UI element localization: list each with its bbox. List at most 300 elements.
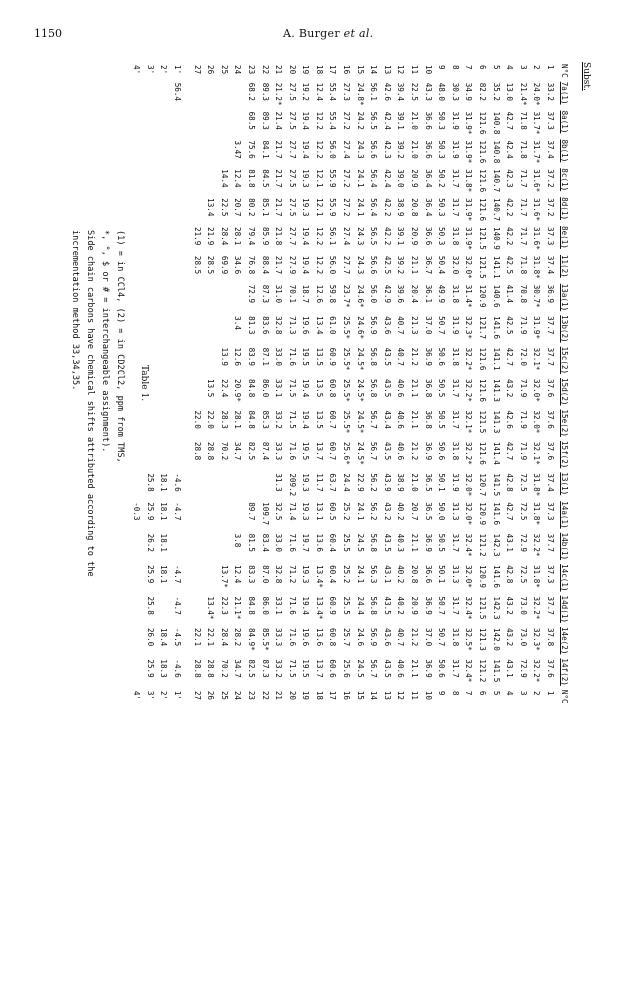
shift-cell: 24.0* xyxy=(532,82,542,106)
shift-cell: 37.2 xyxy=(546,169,555,188)
shift-cell: 140.8 xyxy=(491,111,501,135)
shift-cell: 36.8 xyxy=(423,410,433,429)
shift-cell: 83.9 xyxy=(246,347,256,366)
shift-cell: 21.1* xyxy=(233,596,243,620)
shift-cell: 63.7 xyxy=(328,473,338,492)
shift-cell: 36.9 xyxy=(423,659,433,678)
table-row xyxy=(285,62,299,706)
shift-cell: 31.7* xyxy=(532,140,542,164)
shift-cell: 12.4 xyxy=(233,169,243,188)
shift-cell: 43.4 xyxy=(382,410,392,429)
shift-cell: 56.4 xyxy=(369,169,379,188)
shift-cell xyxy=(217,499,231,530)
shift-cell: 39.0 xyxy=(396,169,406,188)
shift-cell xyxy=(204,470,218,499)
shift-cell: 21.3 xyxy=(410,316,420,335)
shift-cell: 121.6 xyxy=(478,441,488,465)
shift-cell: 40.6 xyxy=(396,441,406,461)
shift-cell: 141.6 xyxy=(491,316,501,340)
shift-cell: 87.3 xyxy=(260,284,270,304)
carbon-number-right: 15 xyxy=(355,690,365,700)
shift-cell xyxy=(217,282,231,313)
shift-cell: 28.1 xyxy=(233,227,243,246)
shift-cell: 31.6* xyxy=(532,169,542,193)
shift-cell: 37.0 xyxy=(423,316,433,335)
shift-cell: 19.4 xyxy=(301,379,311,398)
carbon-number-right: 26 xyxy=(206,690,216,700)
shift-cell: 141.3 xyxy=(491,379,501,402)
shift-cell: 12.1 xyxy=(314,198,324,217)
shift-cell: 71.7 xyxy=(518,198,528,217)
page-number: 1150 xyxy=(34,27,62,40)
shift-cell: 24.5* xyxy=(355,441,365,465)
shift-cell: 22.1 xyxy=(206,627,216,647)
shift-cell: 121.6 xyxy=(478,140,488,164)
shift-cell: 42.4 xyxy=(382,169,392,188)
shift-cell xyxy=(157,224,171,253)
shift-cell: 22.5 xyxy=(410,82,420,102)
shift-cell: 80.2 xyxy=(246,198,256,217)
table-notes xyxy=(67,230,127,577)
shift-cell: 37.7 xyxy=(546,347,555,366)
shift-cell: 141.1 xyxy=(491,255,501,279)
carbon-number: 3' xyxy=(145,65,155,75)
shift-cell: 21.2 xyxy=(410,441,420,461)
shift-cell: 56.6 xyxy=(369,255,379,275)
shift-cell: 21.9 xyxy=(192,227,202,246)
carbon-number: 1' xyxy=(172,65,182,75)
shift-cell xyxy=(217,470,231,499)
shift-cell: 20.9 xyxy=(410,596,420,615)
shift-cell: 24.5 xyxy=(355,533,365,552)
table-row xyxy=(503,62,517,706)
table-row xyxy=(258,62,272,706)
shift-cell xyxy=(130,407,144,438)
shift-cell: 121.7 xyxy=(478,316,488,340)
shift-cell: 22.0 xyxy=(192,410,202,429)
carbon-number: 23 xyxy=(246,65,256,75)
shift-cell xyxy=(217,137,231,166)
table-row xyxy=(489,62,503,706)
shift-cell: 89.7 xyxy=(246,502,256,521)
table-row xyxy=(462,62,476,706)
shift-cell: 28.8 xyxy=(206,659,216,678)
shift-cell: 19.4 xyxy=(301,596,311,615)
shift-cell: 50.6 xyxy=(437,659,447,678)
column-header: 11(2) xyxy=(559,254,569,278)
shift-cell: 28.1 xyxy=(233,410,243,429)
shift-cell: 22.0 xyxy=(206,410,216,429)
shift-cell: 19.4 xyxy=(301,140,311,159)
shift-cell: 60.7 xyxy=(328,441,338,461)
running-head-author: A. Burger xyxy=(283,27,340,40)
shift-cell: 40.7 xyxy=(396,347,406,366)
carbon-number-right: 19 xyxy=(301,690,311,700)
shift-cell: 20.7 xyxy=(233,198,243,217)
shift-cell xyxy=(190,594,204,625)
shift-cell: 25.5 xyxy=(342,533,352,552)
table-row xyxy=(231,62,245,706)
shift-cell: 83.4 xyxy=(260,533,270,552)
shift-cell: 31.7 xyxy=(450,596,460,615)
shift-cell: 36.9 xyxy=(423,347,433,366)
shift-cell: 56.2 xyxy=(369,502,379,521)
shift-cell: 42.7 xyxy=(505,502,515,521)
shift-cell: 56.1 xyxy=(328,227,338,246)
shift-cell: 19.4 xyxy=(301,255,311,275)
shift-cell: 71.7 xyxy=(518,169,528,188)
shift-cell xyxy=(157,282,171,313)
shift-cell xyxy=(190,562,204,593)
shift-cell: 121.6 xyxy=(478,379,488,402)
carbon-number: 21 xyxy=(274,65,284,75)
carbon-number-right: 3 xyxy=(518,690,528,696)
carbon-number-right: 12 xyxy=(396,690,406,700)
shift-cell: 71.9 xyxy=(518,441,528,461)
table-row xyxy=(244,62,258,706)
shift-cell: 19.3 xyxy=(301,502,311,521)
shift-cell: 31.8 xyxy=(450,284,460,304)
shift-cell: 36.6 xyxy=(423,565,433,584)
shift-cell: 40.7 xyxy=(396,316,406,335)
shift-cell: 32.4* xyxy=(464,659,474,683)
shift-cell: 19.6 xyxy=(301,627,311,647)
carbon-number-right: 2' xyxy=(159,690,169,700)
shift-cell xyxy=(157,376,171,407)
shift-cell: 31.8* xyxy=(532,502,542,526)
shift-cell: 71.6 xyxy=(287,533,297,552)
shift-cell xyxy=(244,470,258,499)
shift-cell xyxy=(231,282,245,313)
table-row xyxy=(380,62,394,706)
shift-cell xyxy=(157,166,171,195)
shift-cell: 70.8 xyxy=(518,284,528,304)
shift-cell: 32.0* xyxy=(532,379,542,402)
column-header-nc: N°C xyxy=(559,64,569,78)
shift-cell: 71.9 xyxy=(518,316,528,335)
shift-cell xyxy=(204,499,218,530)
column-header: 13(1) xyxy=(559,472,569,496)
shift-cell: 28.4 xyxy=(219,627,229,647)
shift-cell: 25.2 xyxy=(342,502,352,521)
shift-cell: 22.5 xyxy=(219,198,229,217)
shift-cell xyxy=(170,531,184,562)
shift-cell xyxy=(231,470,245,499)
carbon-number: 3 xyxy=(518,65,528,70)
shift-cell: 140.7 xyxy=(491,198,501,222)
shift-cell: 31.9* xyxy=(532,316,542,340)
shift-cell: 36.9 xyxy=(423,441,433,461)
table-row xyxy=(272,62,286,706)
shift-cell: 37.0 xyxy=(423,627,433,647)
shift-cell: 42.7 xyxy=(505,347,515,366)
shift-cell: 3.47 xyxy=(233,140,243,159)
shift-cell: 28.4 xyxy=(219,227,229,246)
shift-cell: 50.3 xyxy=(437,140,447,159)
shift-cell: 33.0 xyxy=(274,347,284,366)
shift-cell: 56.5 xyxy=(369,111,379,130)
shift-cell: 56.0 xyxy=(369,284,379,304)
carbon-number-right: 6 xyxy=(478,690,488,696)
shift-cell: 56.4 xyxy=(172,82,182,102)
shift-cell: 31.7* xyxy=(532,111,542,135)
shift-cell: 142.0 xyxy=(491,627,501,651)
carbon-number: 14 xyxy=(369,65,379,75)
shift-cell xyxy=(204,166,218,195)
shift-cell: 32.0* xyxy=(464,473,474,497)
shift-cell: 33.2 xyxy=(274,659,284,678)
column-header: 14f(2) xyxy=(559,658,569,686)
shift-cell: 40.6 xyxy=(396,659,406,678)
shift-cell xyxy=(157,109,171,138)
column-header: 14b(1) xyxy=(559,532,569,561)
carbon-number: 9 xyxy=(437,65,447,70)
carbon-number: 5 xyxy=(491,65,501,70)
shift-cell xyxy=(190,109,204,138)
shift-cell: 40.3 xyxy=(396,533,406,552)
shift-cell: 31.9* xyxy=(464,198,474,222)
shift-cell xyxy=(130,253,144,282)
shift-cell: 50.4 xyxy=(437,255,447,275)
shift-cell: 37.2 xyxy=(546,198,555,217)
shift-cell xyxy=(157,80,171,109)
shift-cell: 56.0 xyxy=(328,140,338,159)
subst-label: Subst. xyxy=(581,62,591,91)
shift-cell: 42.4 xyxy=(505,140,515,159)
shift-cell: 56.2 xyxy=(369,473,379,492)
shift-cell: 42.5 xyxy=(382,255,392,275)
shift-cell: 37.8 xyxy=(546,627,555,647)
table-row xyxy=(367,62,381,706)
shift-cell: 43.2 xyxy=(505,379,515,398)
shift-cell: 31.8 xyxy=(450,441,460,461)
carbon-number: 22 xyxy=(260,65,270,75)
shift-cell: 32.2* xyxy=(532,533,542,557)
shift-cell xyxy=(143,109,157,138)
shift-cell: 19.4 xyxy=(301,111,311,130)
shift-cell: 142.3 xyxy=(491,596,501,620)
shift-cell: 13.5 xyxy=(314,410,324,429)
shift-cell: 60.8 xyxy=(328,627,338,647)
shift-cell: 42.2 xyxy=(382,227,392,246)
shift-cell: 13.7 xyxy=(314,659,324,678)
shift-cell: 56.8 xyxy=(369,596,379,615)
shift-cell: 21.1 xyxy=(410,255,420,275)
shift-cell: 25.5* xyxy=(342,379,352,402)
shift-cell: 39.1 xyxy=(396,111,406,130)
shift-cell: 13.9 xyxy=(219,347,229,366)
shift-cell: 36.5 xyxy=(423,473,433,492)
shift-cell: 32.0* xyxy=(532,410,542,434)
carbon-number-right: 7 xyxy=(464,690,474,696)
shift-cell xyxy=(190,195,204,224)
shift-cell: 12.6 xyxy=(233,347,243,366)
table-body xyxy=(130,62,557,706)
shift-cell: 28.8 xyxy=(206,441,216,461)
shift-cell: 120.9 xyxy=(478,284,488,308)
shift-cell: 25.8 xyxy=(145,596,155,615)
shift-cell: 40.2 xyxy=(396,502,406,521)
shift-cell: 24.5* xyxy=(355,379,365,402)
shift-cell xyxy=(143,80,157,109)
shift-cell: 24.6* xyxy=(355,284,365,308)
shift-cell: 71.8 xyxy=(518,111,528,130)
carbon-number-right: 4' xyxy=(132,690,142,700)
shift-cell: 21.1 xyxy=(410,659,420,678)
column-header: 8c(1) xyxy=(559,168,569,192)
shift-cell: 42.4 xyxy=(382,111,392,130)
shift-cell: 87.1 xyxy=(260,347,270,366)
shift-cell xyxy=(143,253,157,282)
shift-cell: 37.6 xyxy=(546,379,555,398)
shift-cell: 20.9 xyxy=(410,169,420,188)
shift-cell: 87.3 xyxy=(260,659,270,678)
shift-cell: 3.8 xyxy=(233,533,243,548)
shift-cell xyxy=(130,224,144,253)
shift-cell: 68.2 xyxy=(246,82,256,102)
shift-cell: 31.9 xyxy=(450,316,460,335)
shift-cell: 34.9 xyxy=(464,82,474,102)
carbon-number-right: 14 xyxy=(369,690,379,700)
shift-cell xyxy=(157,345,171,376)
shift-cell: 141.3 xyxy=(491,410,501,434)
shift-cell xyxy=(170,376,184,407)
shift-cell: 209.2 xyxy=(287,473,297,497)
shift-cell: 50.1 xyxy=(437,565,447,584)
shift-cell xyxy=(204,531,218,562)
shift-cell: 69.9 xyxy=(219,255,229,275)
shift-cell xyxy=(190,80,204,109)
shift-cell: 85.3 xyxy=(260,410,270,429)
shift-cell: 43.2 xyxy=(382,502,392,521)
shift-cell: 31.9 xyxy=(450,140,460,159)
shift-cell: 20.9 xyxy=(410,227,420,246)
shift-cell: 25.7 xyxy=(342,627,352,647)
shift-cell xyxy=(130,137,144,166)
shift-cell xyxy=(217,109,231,138)
shift-cell: 37.7 xyxy=(546,533,555,552)
shift-cell xyxy=(157,195,171,224)
shift-cell: 31.3 xyxy=(450,502,460,521)
carbon-number: 13 xyxy=(382,65,392,75)
shift-cell xyxy=(130,166,144,195)
shift-cell: -4.6 xyxy=(172,473,182,492)
table-row xyxy=(340,62,354,706)
shift-cell: 71.8 xyxy=(518,140,528,159)
shift-cell: 72.0 xyxy=(518,347,528,366)
shift-cell xyxy=(143,313,157,344)
shift-cell: 50.6 xyxy=(437,441,447,461)
shift-cell: 31.4* xyxy=(464,284,474,308)
shift-cell: 32.8 xyxy=(274,565,284,584)
shift-cell: 56.4 xyxy=(369,198,379,217)
shift-cell: 141.6 xyxy=(491,502,501,526)
shift-cell: 24.5* xyxy=(355,410,365,434)
shift-cell: 27.7 xyxy=(342,255,352,275)
shift-cell: 48.0 xyxy=(437,82,447,102)
shift-cell: 21.0 xyxy=(410,140,420,159)
shift-cell: 13.1 xyxy=(314,502,324,521)
shift-cell: 19.5 xyxy=(301,659,311,678)
shift-cell: 34.7 xyxy=(233,659,243,678)
shift-cell: 60.7 xyxy=(328,410,338,429)
carbon-number-right: 11 xyxy=(410,690,420,700)
shift-cell: 21.7 xyxy=(274,169,284,188)
shift-cell: 70.1 xyxy=(287,284,297,304)
shift-cell: 27.7 xyxy=(287,140,297,159)
shift-cell: 73.0 xyxy=(518,627,528,647)
shift-cell: 36.4 xyxy=(423,169,433,188)
shift-cell: 55.4 xyxy=(328,111,338,130)
shift-cell: 32.2* xyxy=(532,659,542,683)
shift-cell: 13.6 xyxy=(314,533,324,552)
shift-cell: 33.3 xyxy=(274,627,284,647)
shift-cell xyxy=(190,470,204,499)
shift-cell: 39.6 xyxy=(396,284,406,304)
shift-cell: 42.7 xyxy=(505,441,515,461)
shift-cell: 32.4* xyxy=(464,596,474,620)
carbon-number: 6 xyxy=(478,65,488,70)
carbon-number-right: 8 xyxy=(450,690,460,696)
carbon-number: 19 xyxy=(301,65,311,75)
column-header: 8d(1) xyxy=(559,197,569,221)
shift-cell: -4.7 xyxy=(172,596,182,615)
shift-cell: 34.6 xyxy=(233,255,243,275)
shift-cell: 24.3 xyxy=(355,140,365,159)
shift-cell: 71.8 xyxy=(518,255,528,275)
shift-cell: 19.3 xyxy=(301,169,311,188)
shift-cell: 18.1 xyxy=(159,565,169,584)
shift-cell: 12.1 xyxy=(314,169,324,188)
table-row xyxy=(326,62,340,706)
shift-cell xyxy=(143,195,157,224)
shift-cell xyxy=(190,376,204,407)
table-row xyxy=(421,62,435,706)
shift-cell: 31.9* xyxy=(464,111,474,135)
shift-cell xyxy=(143,407,157,438)
shift-cell: 20.8 xyxy=(410,565,420,584)
shift-cell: 42.2 xyxy=(505,227,515,246)
shift-cell: 82.5 xyxy=(246,441,256,461)
column-header: 8b(1) xyxy=(559,139,569,163)
shift-cell: 31.7 xyxy=(450,198,460,217)
carbon-number-right: 3' xyxy=(145,690,155,700)
shift-cell: 141.4 xyxy=(491,441,501,465)
shift-cell: 25.5* xyxy=(342,347,352,371)
shift-cell: 27.5 xyxy=(287,82,297,102)
shift-cell: 82.2 xyxy=(478,82,488,102)
table-row xyxy=(448,62,462,706)
shift-cell: 31.3 xyxy=(450,565,460,584)
shift-cell: 42.5 xyxy=(505,255,515,275)
shift-cell xyxy=(217,80,231,109)
shift-cell xyxy=(157,594,171,625)
shift-cell: 42.6 xyxy=(505,410,515,429)
shift-cell: 31.0 xyxy=(274,284,284,304)
row-spacer xyxy=(184,62,190,706)
table-row xyxy=(190,62,204,706)
shift-cell: 19.2 xyxy=(301,82,311,102)
shift-cell: 42.3 xyxy=(382,140,392,159)
shift-cell: 89.3 xyxy=(260,111,270,130)
shift-cell: 33.3 xyxy=(274,441,284,461)
shift-cell: 85.5* xyxy=(260,627,270,651)
shift-cell: 60.6 xyxy=(328,659,338,678)
shift-cell: 13.5 xyxy=(206,379,216,398)
carbon-number: 16 xyxy=(342,65,352,75)
shift-cell: 33.2 xyxy=(546,82,555,102)
shift-cell: 13.5 xyxy=(314,347,324,366)
